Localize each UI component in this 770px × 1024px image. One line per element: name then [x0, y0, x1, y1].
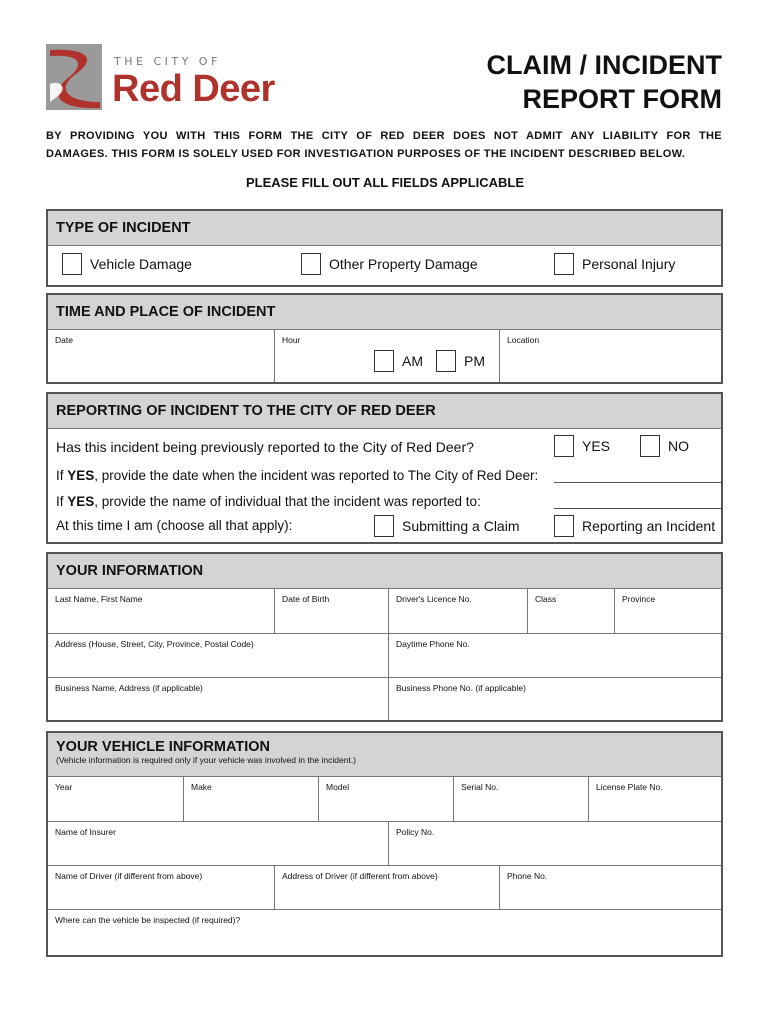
address-label: Address (House, Street, City, Province, Postal Code) — [55, 639, 254, 649]
option-other-property-damage[interactable] — [301, 253, 478, 275]
your-vehicle-section — [46, 731, 723, 957]
your-vehicle-heading — [48, 733, 721, 777]
license-plate-field[interactable] — [588, 777, 721, 821]
dob-field[interactable] — [274, 589, 388, 633]
your-information-section — [46, 552, 723, 722]
licence-field[interactable] — [388, 589, 527, 633]
make-label: Make — [191, 782, 212, 792]
title-line-2: REPORT FORM — [522, 84, 722, 114]
reporting-incident-label: Reporting an Incident — [582, 518, 716, 534]
serial-field[interactable] — [453, 777, 588, 821]
policy-field[interactable] — [388, 822, 721, 865]
type-of-incident-section — [46, 209, 723, 287]
title-line-1: CLAIM / INCIDENT — [486, 50, 722, 80]
address-field[interactable] — [48, 634, 388, 677]
time-place-section — [46, 293, 723, 384]
reporting-section — [46, 392, 723, 544]
reporting-heading: REPORTING OF INCIDENT TO THE CITY OF RED DEER — [48, 394, 721, 429]
driver-phone-label: Phone No. — [507, 871, 548, 881]
province-field[interactable] — [614, 589, 721, 633]
if-prefix: If — [56, 468, 68, 483]
date-label: Date — [55, 335, 73, 345]
time-place-heading: TIME AND PLACE OF INCIDENT — [48, 295, 721, 330]
business-phone-field[interactable] — [388, 678, 721, 720]
hour-field[interactable] — [274, 330, 499, 382]
model-field[interactable] — [318, 777, 453, 821]
if-prefix: If — [56, 494, 68, 509]
date-field[interactable] — [48, 330, 274, 382]
at-this-time-text: At this time I am (choose all that apply): — [56, 518, 293, 533]
reporting-incident-option[interactable] — [554, 515, 715, 537]
no-label: NO — [668, 438, 689, 454]
daytime-phone-field[interactable] — [388, 634, 721, 677]
inspection-location-label: Where can the vehicle be inspected (if required)? — [55, 915, 241, 925]
driver-name-field[interactable] — [48, 866, 274, 909]
submitting-claim-label: Submitting a Claim — [402, 518, 520, 534]
driver-phone-field[interactable] — [499, 866, 721, 909]
year-field[interactable] — [48, 777, 183, 821]
disclaimer-line-2: DAMAGES. THIS FORM IS SOLELY USED FOR INVESTIGATION PURPOSES OF THE INCIDENT DESCRIBED BELOW. — [46, 148, 686, 160]
insurer-field[interactable] — [48, 822, 388, 865]
no-option[interactable] — [640, 435, 689, 457]
other-property-damage-checkbox[interactable] — [301, 253, 321, 275]
if-yes-name-desc: , provide the name of individual that the incident was reported to: — [94, 494, 481, 509]
previously-reported-question: Has this incident being previously reported to the City of Red Deer? — [56, 439, 474, 455]
vehicle-damage-label: Vehicle Damage — [90, 256, 192, 272]
yes-bold: YES — [67, 494, 95, 509]
reported-date-input[interactable] — [554, 482, 722, 483]
your-information-heading: YOUR INFORMATION — [48, 554, 721, 589]
personal-injury-checkbox[interactable] — [554, 253, 574, 275]
serial-label: Serial No. — [461, 782, 499, 792]
class-field[interactable] — [527, 589, 614, 633]
disclaimer — [46, 127, 722, 163]
form-title — [487, 48, 723, 116]
business-phone-label: Business Phone No. (if applicable) — [396, 683, 526, 693]
driver-address-label: Address of Driver (if different from above) — [282, 871, 438, 881]
pm-label: PM — [464, 353, 485, 369]
yes-checkbox[interactable] — [554, 435, 574, 457]
business-name-label: Business Name, Address (if applicable) — [55, 683, 203, 693]
personal-injury-label: Personal Injury — [582, 256, 676, 272]
location-label: Location — [507, 335, 540, 345]
logo-name-text: Red Deer — [112, 68, 275, 110]
am-checkbox[interactable] — [374, 350, 394, 372]
hour-label: Hour — [282, 335, 301, 345]
yes-label: YES — [582, 438, 611, 454]
vehicle-damage-checkbox[interactable] — [62, 253, 82, 275]
pm-checkbox[interactable] — [436, 350, 456, 372]
no-checkbox[interactable] — [640, 435, 660, 457]
name-field[interactable] — [48, 589, 274, 633]
type-of-incident-heading: TYPE OF INCIDENT — [48, 211, 721, 246]
option-personal-injury[interactable] — [554, 253, 675, 275]
licence-label: Driver's Licence No. — [396, 594, 472, 604]
pm-option[interactable] — [436, 350, 485, 372]
policy-label: Policy No. — [396, 827, 435, 837]
model-label: Model — [326, 782, 350, 792]
yes-bold: YES — [67, 468, 95, 483]
logo-city-text: THE CITY OF — [114, 55, 221, 68]
am-label: AM — [402, 353, 423, 369]
make-field[interactable] — [183, 777, 318, 821]
if-yes-name-text — [56, 494, 481, 509]
daytime-phone-label: Daytime Phone No. — [396, 639, 470, 649]
your-vehicle-heading-text: YOUR VEHICLE INFORMATION — [56, 739, 271, 755]
if-yes-date-text — [56, 468, 538, 483]
location-field[interactable] — [499, 330, 721, 382]
city-logo — [46, 44, 296, 114]
inspection-location-field[interactable] — [48, 910, 721, 955]
if-yes-date-desc: , provide the date when the incident was reported to The City of Red Deer: — [94, 468, 539, 483]
am-option[interactable] — [374, 350, 423, 372]
driver-address-field[interactable] — [274, 866, 499, 909]
your-vehicle-subheading: (Vehicle information is required only if your vehicle was involved in the incident.) — [56, 755, 357, 765]
province-label: Province — [622, 594, 656, 604]
year-label: Year — [55, 782, 73, 792]
reporting-incident-checkbox[interactable] — [554, 515, 574, 537]
red-deer-logo-icon — [46, 44, 104, 110]
disclaimer-line-1: BY PROVIDING YOU WITH THIS FORM THE CITY OF RED DEER DOES NOT ADMIT ANY LIABILITY FOR THE — [46, 130, 722, 142]
other-property-damage-label: Other Property Damage — [329, 256, 478, 272]
business-name-field[interactable] — [48, 678, 388, 720]
class-label: Class — [535, 594, 557, 604]
submitting-claim-option[interactable] — [374, 515, 520, 537]
yes-option[interactable] — [554, 435, 610, 457]
driver-name-label: Name of Driver (if different from above) — [55, 871, 203, 881]
reported-to-name-input[interactable] — [554, 508, 722, 509]
submitting-claim-checkbox[interactable] — [374, 515, 394, 537]
option-vehicle-damage[interactable] — [62, 253, 192, 275]
license-plate-label: License Plate No. — [596, 782, 663, 792]
fill-instruction: PLEASE FILL OUT ALL FIELDS APPLICABLE — [245, 175, 525, 190]
dob-label: Date of Birth — [282, 594, 330, 604]
insurer-label: Name of Insurer — [55, 827, 116, 837]
name-label: Last Name, First Name — [55, 594, 143, 604]
